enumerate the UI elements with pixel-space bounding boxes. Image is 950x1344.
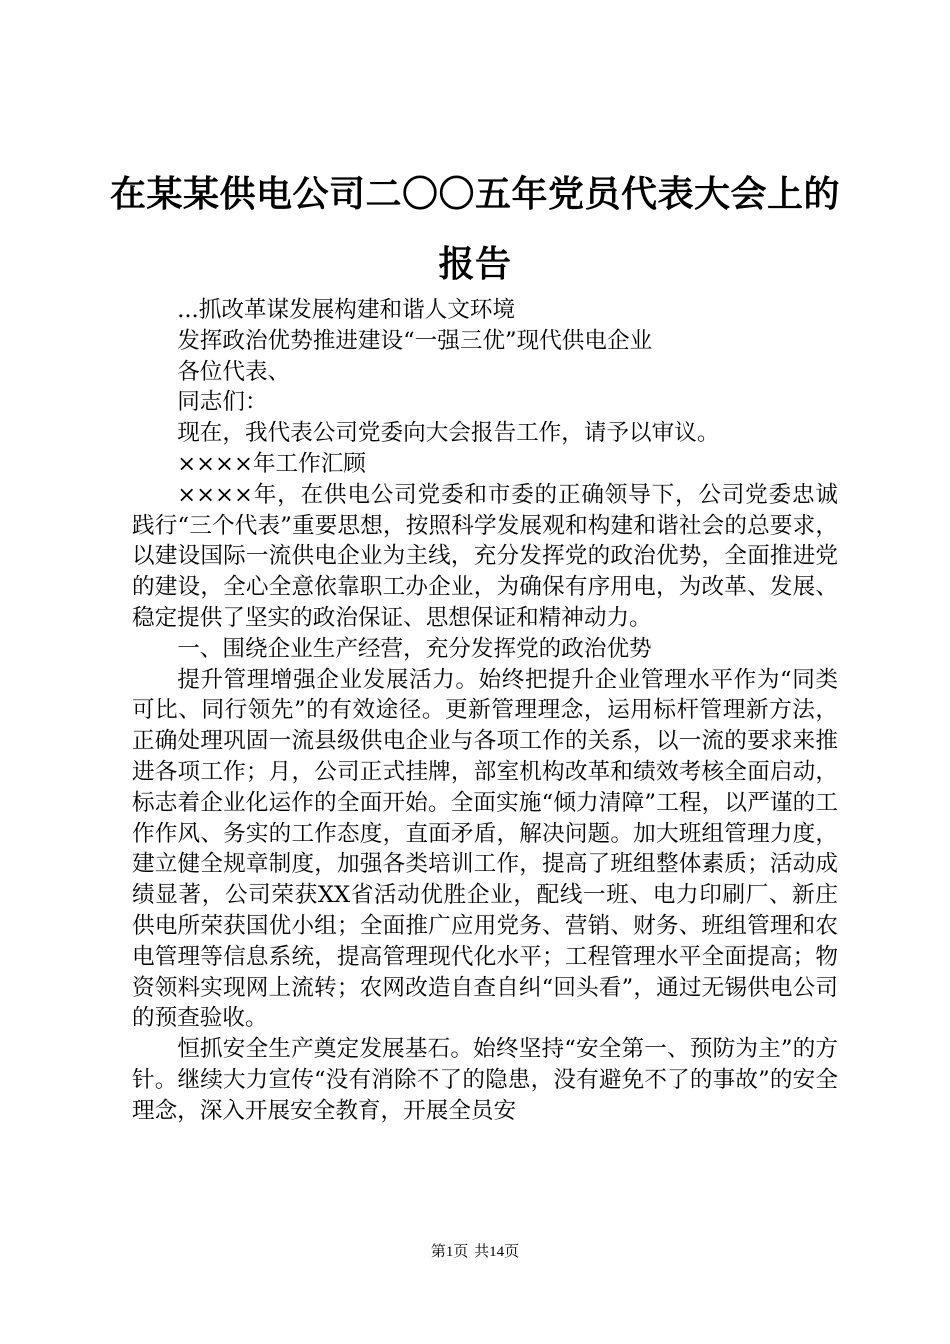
page-footer (0, 1242, 950, 1262)
paragraph: ××××年，在供电公司党委和市委的正确领导下，公司党委忠诚践行“三个代表”重要思想，按照科学发展观和构建和谐社会的总要求，以建设国际一流供电企业为主线，充分发挥党的政治优势，全面推进党的建设，全心全意依靠职工办企业，为确保有序用电，为改革、发展、稳定提供了坚实的政治保证、思想保证和精神动力。 (132, 481, 838, 631)
paragraph: 提升管理增强企业发展活力。始终把提升企业管理水平作为“同类可比、同行领先”的有效途径。更新管理理念，运用标杆管理新方法，正确处理巩固一流县级供电企业与各项工作的关系，以一流的要求来推进各项工作；月，公司正式挂牌，部室机构改革和绩效考核全面启动，标志着企业化运作的全面开始。全面实施“倾力清障”工程，以严谨的工作作风、务实的工作态度，直面矛盾，解决问题。加大班组管理力度，建立健全规章制度，加强各类培训工作，提高了班组整体素质；活动成绩显著，公司荣获XX省活动优胜企业，配线一班、电力印刷厂、新庄供电所荣获国优小组；全面推广应用党务、营销、财务、班组管理和农电管理等信息系统，提高管理现代化水平；工程管理水平全面提高；物资领料实现网上流转；农网改造自查自纠“回头看”，通过无锡供电公司的预查验收。 (132, 666, 838, 1032)
paragraph: 发挥政治优势推进建设“一强三优”现代供电企业 (177, 327, 653, 354)
paragraph: 现在，我代表公司党委向大会报告工作，请予以审议。 (177, 420, 720, 447)
paragraph: ...抓改革谋发展构建和谐人文环境 (177, 297, 516, 323)
paragraph: 一、围绕企业生产经营，充分发挥党的政治优势 (177, 635, 652, 662)
paragraph: 同志们： (177, 389, 268, 416)
paragraph: 恒抓安全生产奠定发展基石。始终坚持“安全第一、预防为主”的方针。继续大力宣传“没有消除不了的隐患，没有避免不了的事故”的安全理念，深入开展安全教育，开展全员安 (132, 1036, 838, 1124)
document-body (132, 295, 838, 1127)
paragraph: 各位代表、 (177, 358, 291, 385)
page-total: 共14页 (474, 1244, 520, 1260)
document-title: 在某某供电公司二〇〇五年党员代表大会上的报告 (110, 174, 841, 285)
paragraph: ××××年工作汇顾 (177, 450, 366, 477)
page-number: 第1页 (430, 1244, 469, 1260)
